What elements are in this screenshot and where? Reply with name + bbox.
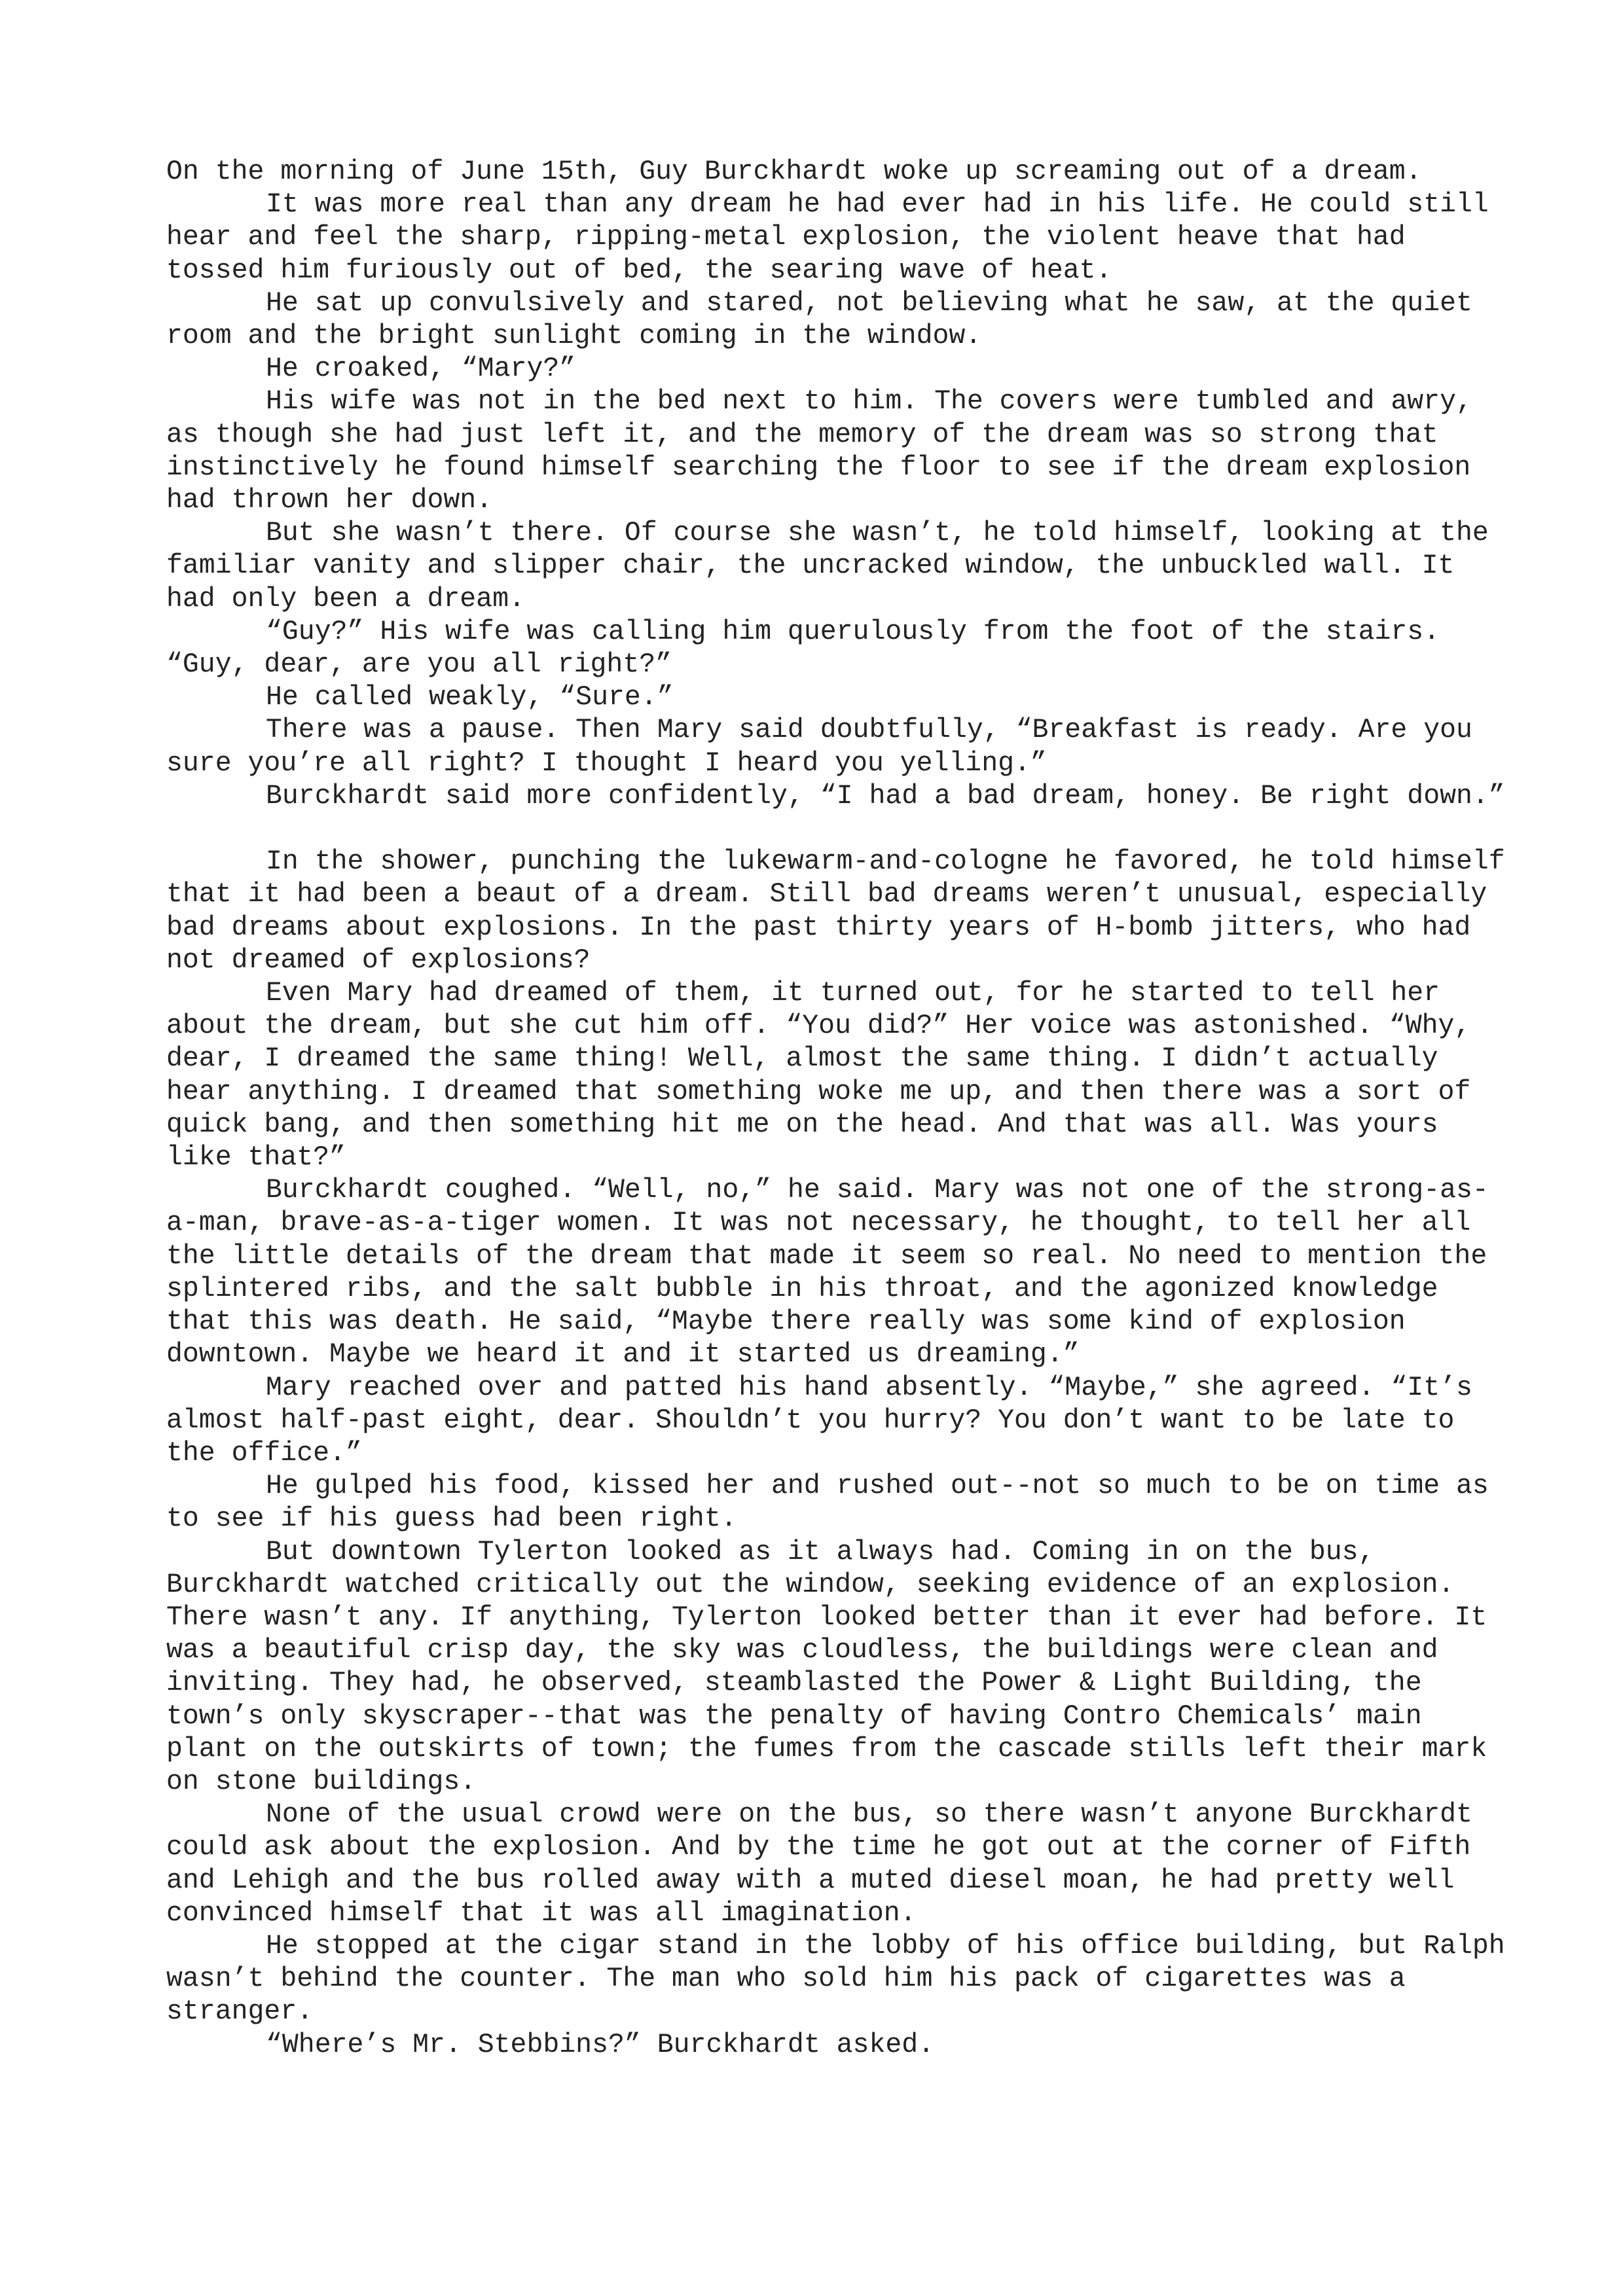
paragraph: But she wasn’t there. Of course she wasn’t, he told himself, looking at the familiar vanity and slipper chair, the uncracked window, the unbuckled wall. It had only been a dream. [166,518,1505,615]
paragraph: “Guy?” His wife was calling him querulously from the foot of the stairs. “Guy, dear, are you all right?” [166,616,1456,681]
paragraph: None of the usual crowd were on the bus, so there wasn’t anyone Burckhardt could ask about the explosion. And by the time he got out at the corner of Fifth and Lehigh and the bus rolled away with a muted diesel moan, he had pretty well convinced himself that it was all imagination. [166,1799,1489,1929]
paragraph: It was more real than any dream he had ever had in his life. He could still hear and feel the sharp, ripping-metal explosion, the violent heave that had tossed him furiously out of bed, the searing wave of heat. [166,189,1505,286]
paragraph: Burckhardt coughed. “Well, no,” he said. Mary was not one of the strong-as-a-man, brave-as-a-tiger women. It was not necessary, he thought, to tell her all the little details of the dream that made it seem so real. No need to mention the splintered ribs, and the salt bubble in his throat, and the agonized knowledge that this was death. He said, “Maybe there really was some kind of explosion downtown. Maybe we heard it and it started us dreaming.” [166,1175,1504,1371]
paragraph: Mary reached over and patted his hand absently. “Maybe,” she agreed. “It’s almost half-past eight, dear. Shouldn’t you hurry? You don’t want to be late to the office.” [166,1372,1489,1469]
paragraph: He stopped at the cigar stand in the lobby of his office building, but Ralph wasn’t behind the counter. The man who sold him his pack of cigarettes was a stranger. [166,1930,1522,2028]
section-break [166,813,1515,846]
paragraph: Burckhardt said more confidently, “I had a bad dream, honey. Be right down.” [266,780,1505,812]
paragraph: There was a pause. Then Mary said doubtfully, “Breakfast is ready. Are you sure you’re all right? I thought I heard you yelling.” [166,715,1489,779]
paragraph: “Where’s Mr. Stebbins?” Burckhardt asked. [266,2029,935,2060]
paragraph: On the morning of June 15th, Guy Burckhardt woke up screaming out of a dream. [166,156,1422,187]
paragraph: He called weakly, “Sure.” [266,682,674,713]
paragraph: He croaked, “Mary?” [266,353,576,385]
paragraph: But downtown Tylerton looked as it always had. Coming in on the bus, Burckhardt watched critically out the window, seeking evidence of an explosion. There wasn’t any. If anything, Tylerton looked better than it ever had before. It was a beautiful crisp day, the sky was cloudless, the buildings were clean and inviting. They had, he observed, steamblasted the Power & Light Building, the town’s only skyscraper--that was the penalty of having Contro Chemicals’ main plant on the outskirts of town; the fumes from the cascade stills left their mark on stone buildings. [166,1536,1504,1797]
document-page [166,156,1522,2062]
paragraph: Even Mary had dreamed of them, it turned out, for he started to tell her about the dream, but she cut him off. “You did?” Her voice was astonished. “Why, dear, I dreamed the same thing! Well, almost the same thing. I didn’t actually hear anything. I dreamed that something woke me up, and then there was a sort of quick bang, and then something hit me on the head. And that was all. Was yours like that?” [166,978,1487,1174]
paragraph: He sat up convulsively and stared, not believing what he saw, at the quiet room and the bright sunlight coming in the window. [166,287,1489,352]
paragraph: He gulped his food, kissed her and rushed out--not so much to be on time as to see if his guess had been right. [166,1471,1505,1535]
paragraph: In the shower, punching the lukewarm-and-cologne he favored, he told himself that it had been a beaut of a dream. Still bad dreams weren’t unusual, especially bad dreams about explosions. In the past thirty years of H-bomb jitters, who had not dreamed of explosions? [166,846,1522,976]
paragraph: His wife was not in the bed next to him. The covers were tumbled and awry, as though she had just left it, and the memory of the dream was so strong that instinctively he found himself searching the floor to see if the dream explosion had thrown her down. [166,386,1489,516]
